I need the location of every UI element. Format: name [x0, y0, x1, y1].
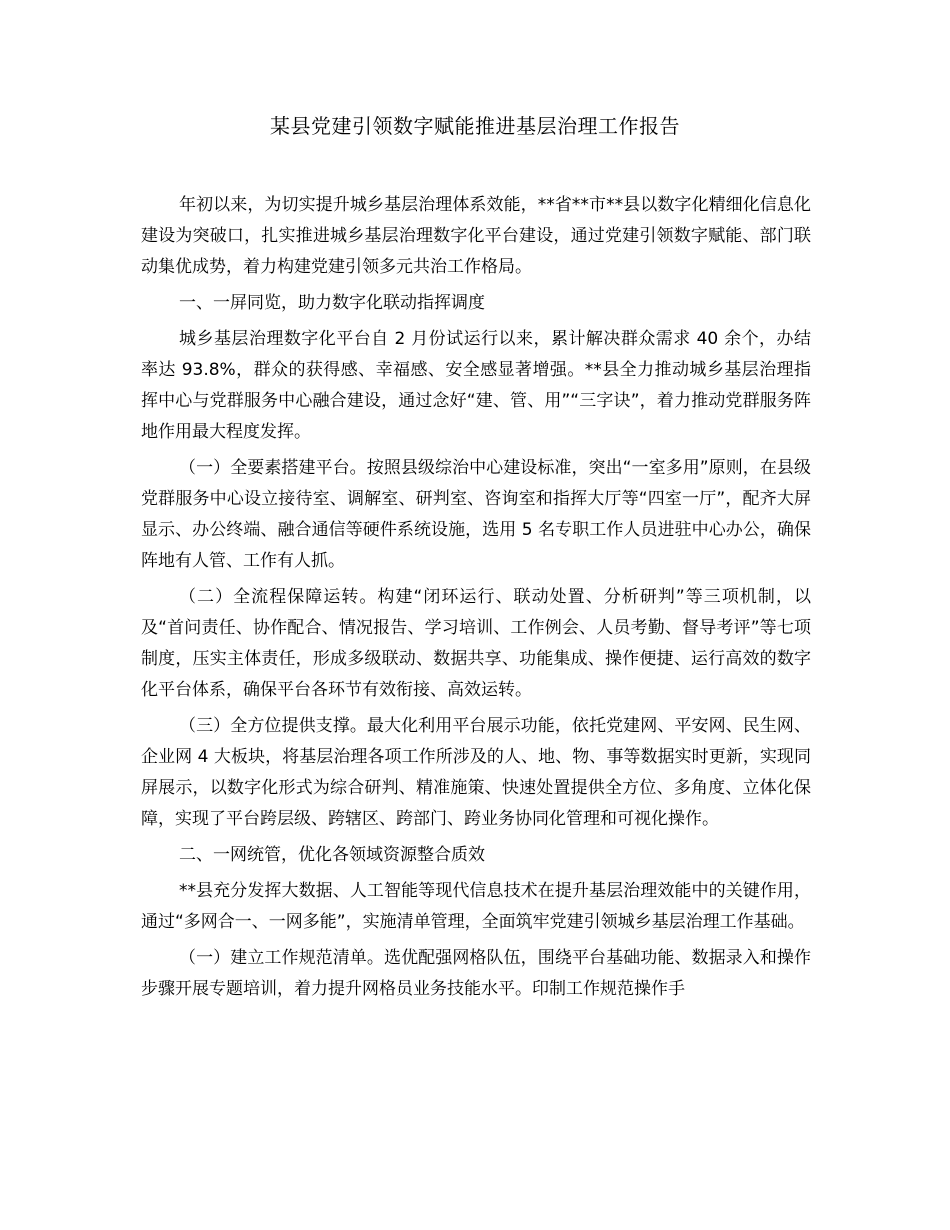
intro-paragraph: 年初以来，为切实提升城乡基层治理体系效能，**省**市**县以数字化精细化信息化建设为突破口，扎实推进城乡基层治理数字化平台建设，通过党建引领数字赋能、部门联动集优成势，着力构建党建引领多元共治工作格局。 [141, 195, 811, 277]
section-2-paragraph: **县充分发挥大数据、人工智能等现代信息技术在提升基层治理效能中的关键作用，通过“多网合一、一网多能”，实施清单管理，全面筑牢党建引领城乡基层治理工作基础。 [141, 881, 811, 932]
section-heading-2: 二、一网统管，优化各领域资源整合质效 [179, 845, 485, 865]
section-1-item-3: （三）全方位提供支撑。最大化利用平台展示功能，依托党建网、平安网、民生网、企业网 4 大板块，将基层治理各项工作所涉及的人、地、物、事等数据实时更新，实现同屏展示，以数字化形式为综合研判、精准施策、快速处置提供全方位、多角度、立体化保障，实现了平台跨层级、跨辖区、跨部门、跨业务协同化管理和可视化操作。 [141, 716, 811, 829]
section-1-item-1: （一）全要素搭建平台。按照县级综治中心建设标准，突出“一室多用”原则，在县级党群服务中心设立接待室、调解室、研判室、咨询室和指挥大厅等“四室一厅”，配齐大屏显示、办公终端、融合通信等硬件系统设施，选用 5 名专职工作人员进驻中心办公，确保阵地有人管、工作有人抓。 [141, 458, 811, 571]
section-1-item-2: （二）全流程保障运转。构建“闭环运行、联动处置、分析研判”等三项机制，以及“首问责任、协作配合、情况报告、学习培训、工作例会、人员考勤、督导考评”等七项制度，压实主体责任，形成多级联动、数据共享、功能集成、操作便捷、运行高效的数字化平台体系，确保平台各环节有效衔接、高效运转。 [141, 587, 811, 700]
section-heading-1: 一、一屏同览，助力数字化联动指挥调度 [179, 293, 485, 313]
document-body [141, 190, 811, 1010]
section-1-paragraph: 城乡基层治理数字化平台自 2 月份试运行以来，累计解决群众需求 40 余个，办结率达 93.8%，群众的获得感、幸福感、安全感显著增强。**县全力推动城乡基层治理指挥中心与党群服务中心融合建设，通过念好“建、管、用”“三字诀”，着力推动党群服务阵地作用最大程度发挥。 [141, 329, 811, 442]
section-2-item-1: （一）建立工作规范清单。选优配强网格队伍，围绕平台基础功能、数据录入和操作步骤开展专题培训，着力提升网格员业务技能水平。印制工作规范操作手 [141, 948, 811, 999]
document-title: 某县党建引领数字赋能推进基层治理工作报告 [270, 114, 680, 138]
